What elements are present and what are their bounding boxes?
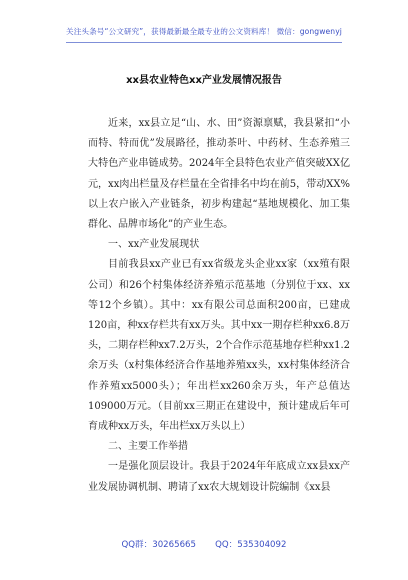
status-paragraph: 目前我县xx产业已有xx省级龙头企业xx家（xx殖有限公司）和26个村集体经济养殖示范基地（分别位于xx、xx等12个乡镇）。其中：xx有限公司总面积200亩，已建成120亩，种xx存栏共有xx万头。其中xx一期存栏种xx6.8万头，二期存栏种xx7.2万头，2个合作示范基地存栏种xx1.2余万头（x村集体经济合作基地养殖xx头，xx村集体经济合作养殖xx5000头）；年出栏xx260余万头，年产总值达109000万元。（目前xx三期正在建设中，预计建成后年可育成种xx万头，年出栏xx万头以上） <box>88 259 350 433</box>
measures-paragraph: 一是强化顶层设计。我县于2024年年底成立xx县xx产业发展协调机制、聘请了xx农大规划设计院编制《xx县 <box>88 461 350 493</box>
section-heading-2: 二、主要工作举措 <box>108 441 188 453</box>
header-divider <box>66 42 342 43</box>
section-heading-1: 一、xx产业发展现状 <box>108 239 200 251</box>
intro-paragraph: 近来，xx县立足“山、水、田”资源禀赋，我县紧扣“小而特、特而优”发展路径，推动茶叶、中药材、生态养殖三大特色产业串链成势。2024年全县特色农业产值突破XX亿元，xx肉出栏量及存栏量在全省排名中均在前5，带动XX%以上农户嵌入产业链条，初步构建起“基地规模化、加工集群化、品牌市场化”的产业生态。 <box>88 118 350 231</box>
document-body <box>88 114 350 498</box>
footer-contact-text: QQ群：30265665 QQ：535304092 <box>121 540 287 550</box>
header-promo-text: 关注头条号“公文研究”，获得最新最全最专业的公文资料库！ 微信：gongwenyj <box>66 27 342 36</box>
document-title: xx县农业特色xx产业发展情况报告 <box>126 75 282 86</box>
